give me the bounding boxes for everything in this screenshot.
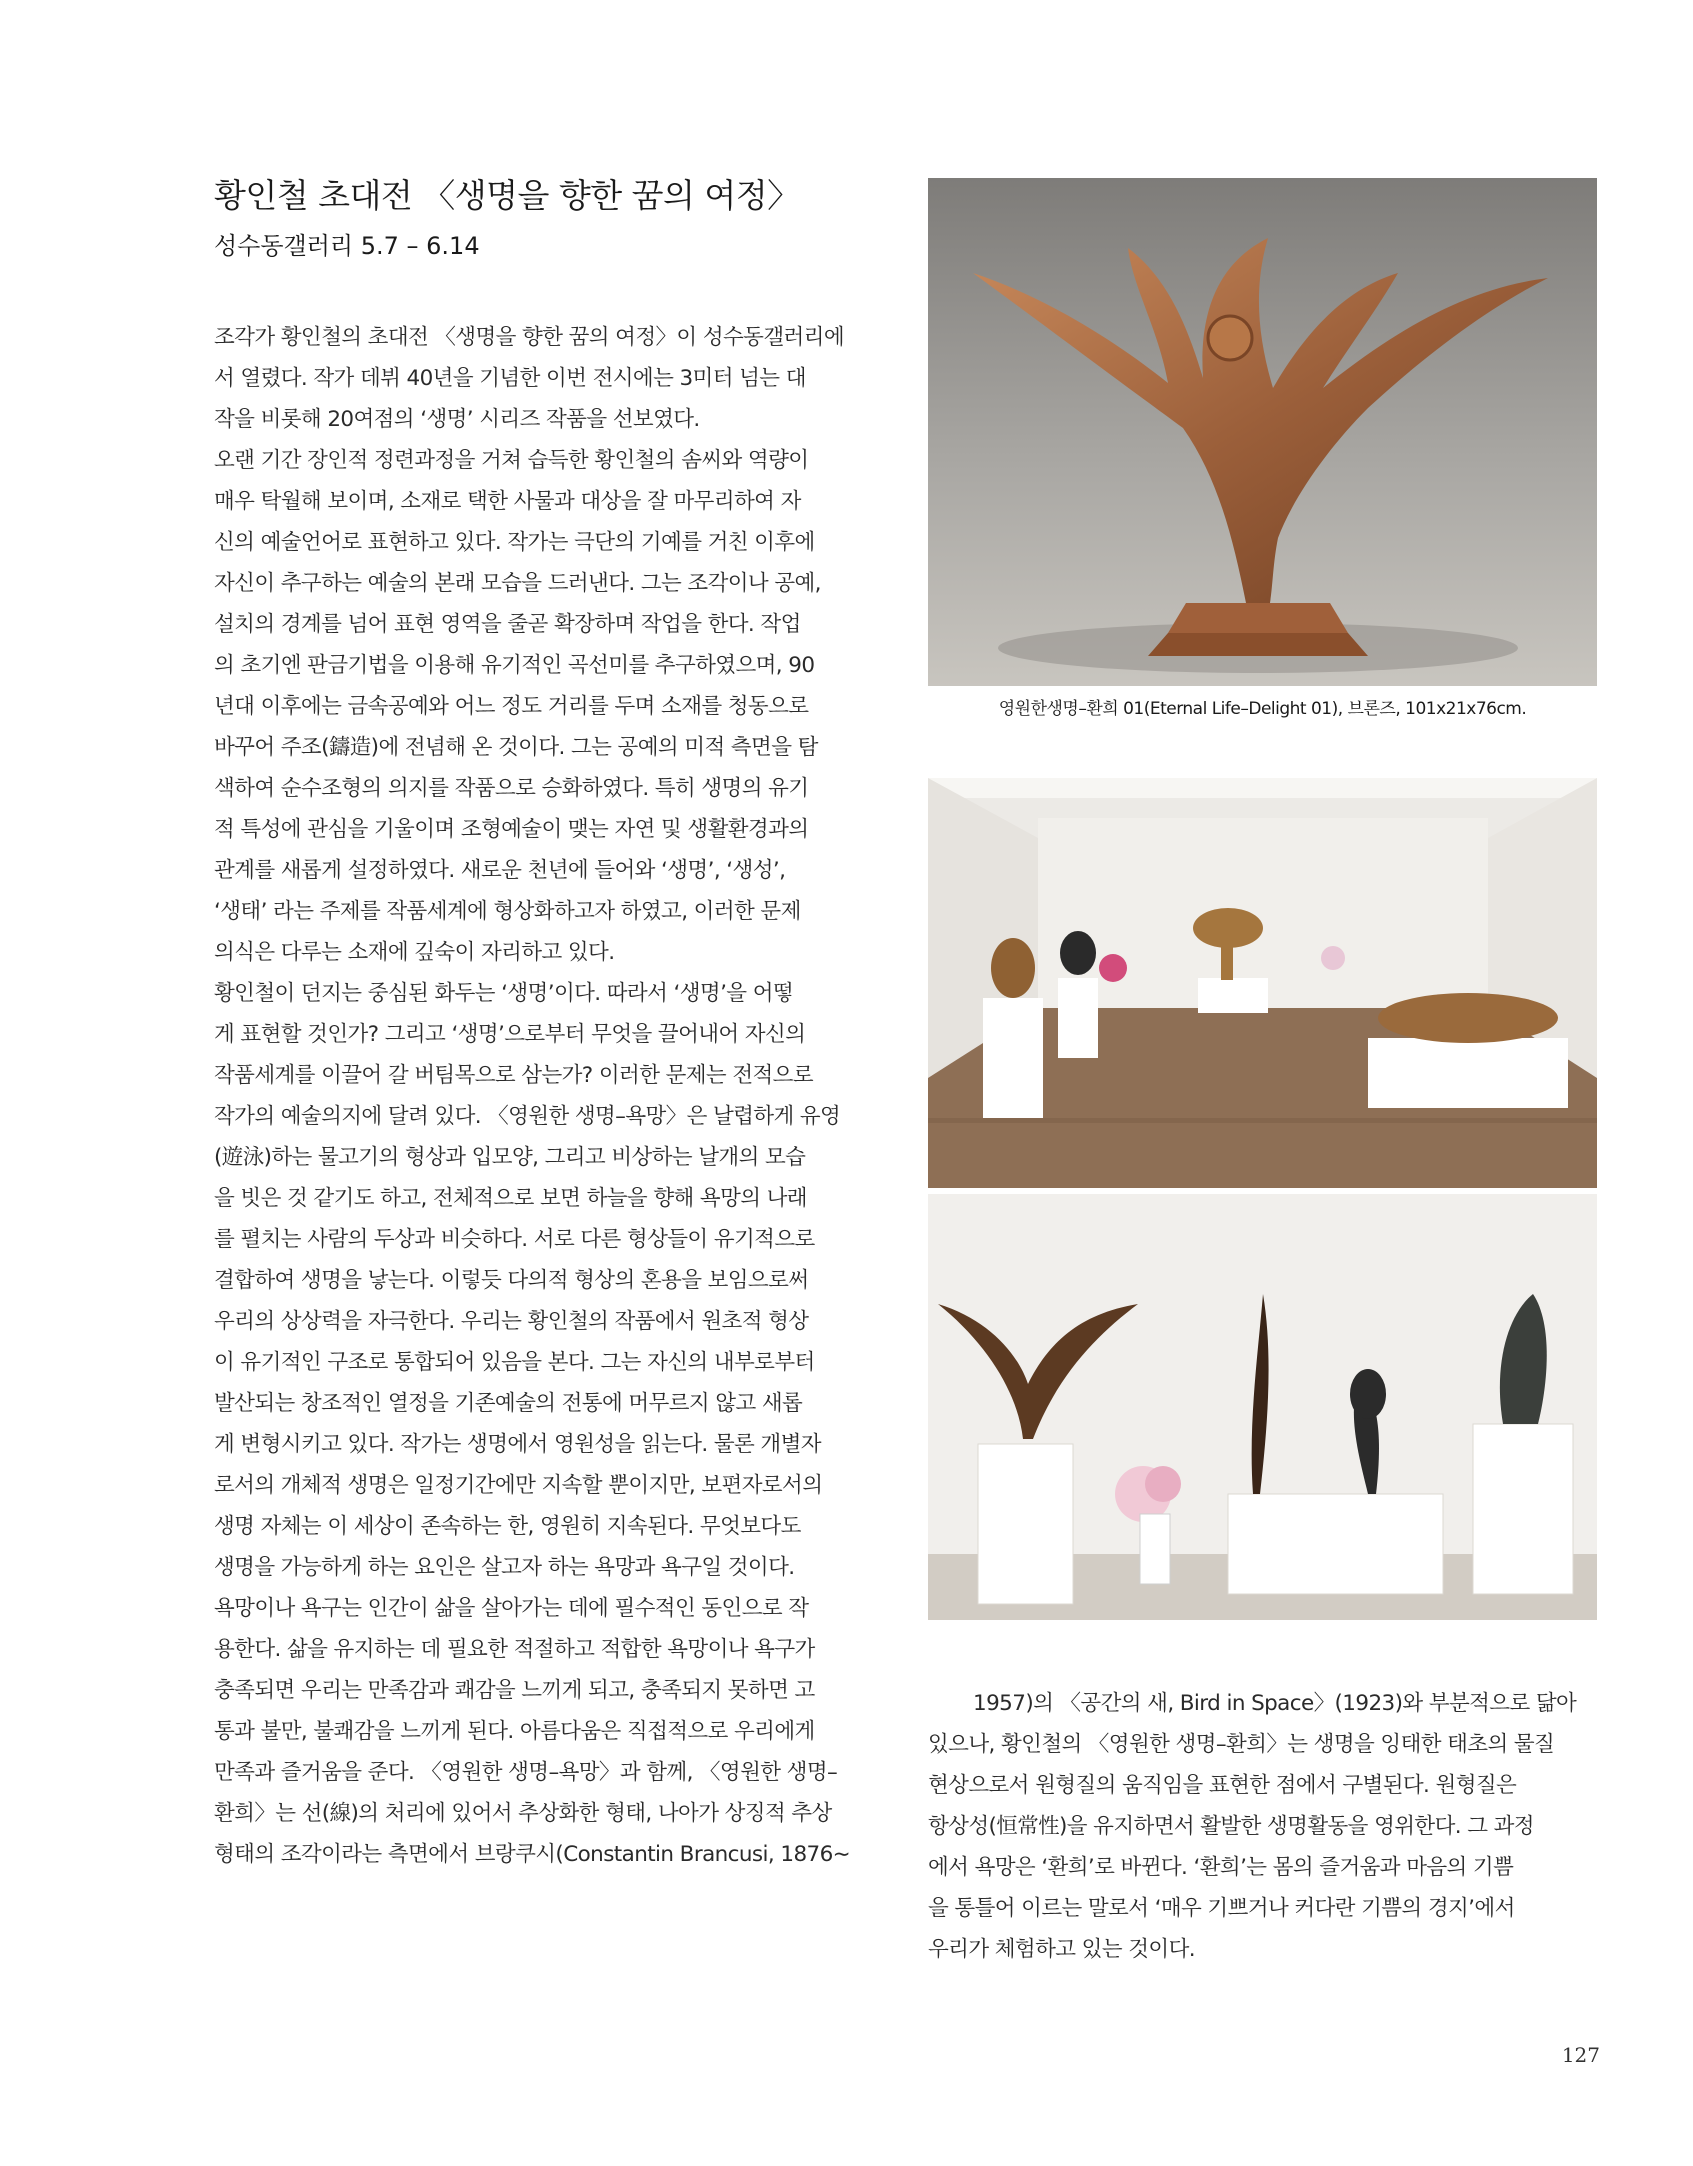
text-line: 조각가 황인철의 초대전 〈생명을 향한 꿈의 여정〉이 성수동갤러리에	[214, 325, 845, 350]
text-line: 항상성(恒常性)을 유지하면서 활발한 생명활동을 영위한다. 그 과정	[928, 1814, 1534, 1839]
text-line: 우리의 상상력을 자극한다. 우리는 황인철의 작품에서 원초적 형상	[214, 1309, 809, 1334]
gallery-interior-photo	[928, 778, 1597, 1188]
text-line: 만족과 즐거움을 준다. 〈영원한 생명–욕망〉과 함께, 〈영원한 생명–	[214, 1760, 838, 1785]
text-line: 형태의 조각이라는 측면에서 브랑쿠시(Constantin Brancusi, 1876∼	[214, 1842, 851, 1867]
text-line: 를 펼치는 사람의 두상과 비슷하다. 서로 다른 형상들이 유기적으로	[214, 1227, 815, 1252]
text-line: 게 변형시키고 있다. 작가는 생명에서 영원성을 읽는다. 물론 개별자	[214, 1432, 821, 1457]
text-line: 작품세계를 이끌어 갈 버팀목으로 삼는가? 이러한 문제는 전적으로	[214, 1063, 814, 1088]
text-line: 자신이 추구하는 예술의 본래 모습을 드러낸다. 그는 조각이나 공예,	[214, 571, 821, 596]
text-line: 환희〉는 선(線)의 처리에 있어서 추상화한 형태, 나아가 상징적 추상	[214, 1801, 832, 1826]
sculpture-illustration	[928, 178, 1597, 686]
text-line: (遊泳)하는 물고기의 형상과 입모양, 그리고 비상하는 날개의 모습	[214, 1145, 806, 1170]
text-line: 로서의 개체적 생명은 일정기간에만 지속할 뿐이지만, 보편자로서의	[214, 1473, 823, 1498]
text-line: 결합하여 생명을 낳는다. 이렇듯 다의적 형상의 혼용을 보임으로써	[214, 1268, 809, 1293]
venue-dates: 성수동갤러리 5.7 – 6.14	[214, 232, 480, 260]
text-line: 년대 이후에는 금속공예와 어느 정도 거리를 두며 소재를 청동으로	[214, 694, 809, 719]
text-line: 우리가 체험하고 있는 것이다.	[928, 1937, 1195, 1962]
text-line: 의 초기엔 판금기법을 이용해 유기적인 곡선미를 추구하였으며, 90	[214, 653, 815, 678]
text-line: 황인철이 던지는 중심된 화두는 ‘생명’이다. 따라서 ‘생명’을 어떻	[214, 981, 794, 1006]
gallery-illustration	[928, 778, 1597, 1188]
text-line: 관계를 새롭게 설정하였다. 새로운 천년에 들어와 ‘생명’, ‘생성’,	[214, 858, 786, 883]
text-line: 생명 자체는 이 세상이 존속하는 한, 영원히 지속된다. 무엇보다도	[214, 1514, 801, 1539]
text-line: 오랜 기간 장인적 정련과정을 거쳐 습득한 황인철의 솜씨와 역량이	[214, 448, 809, 473]
text-line: 욕망이나 욕구는 인간이 삶을 살아가는 데에 필수적인 동인으로 작	[214, 1596, 809, 1621]
text-line: 생명을 가능하게 하는 요인은 살고자 하는 욕망과 욕구일 것이다.	[214, 1555, 795, 1580]
text-line: 충족되면 우리는 만족감과 쾌감을 느끼게 되고, 충족되지 못하면 고	[214, 1678, 815, 1703]
text-line: 작을 비롯해 20여점의 ‘생명’ 시리즈 작품을 선보였다.	[214, 407, 700, 432]
text-line: 매우 탁월해 보이며, 소재로 택한 사물과 대상을 잘 마무리하여 자	[214, 489, 801, 514]
text-line: 설치의 경계를 넘어 표현 영역을 줄곧 확장하며 작업을 한다. 작업	[214, 612, 801, 637]
text-line: 있으나, 황인철의 〈영원한 생명–환희〉는 생명을 잉태한 태초의 물질	[928, 1732, 1555, 1757]
gallery-sculptures-photo	[928, 1194, 1597, 1620]
text-line: 작가의 예술의지에 달려 있다. 〈영원한 생명–욕망〉은 날렵하게 유영	[214, 1104, 841, 1129]
body-text-left-column	[214, 317, 884, 1875]
text-line: 게 표현할 것인가? 그리고 ‘생명’으로부터 무엇을 끌어내어 자신의	[214, 1022, 806, 1047]
plinths-illustration	[928, 1194, 1597, 1620]
text-line: 의식은 다루는 소재에 깊숙이 자리하고 있다.	[214, 940, 615, 965]
text-line: 적 특성에 관심을 기울이며 조형예술이 맺는 자연 및 생활환경과의	[214, 817, 809, 842]
text-line: 에서 욕망은 ‘환희’로 바뀐다. ‘환희’는 몸의 즐거움과 마음의 기쁨	[928, 1855, 1514, 1880]
text-line: 통과 불만, 불쾌감을 느끼게 된다. 아름다움은 직접적으로 우리에게	[214, 1719, 815, 1744]
sculpture-photo	[928, 178, 1597, 686]
text-line: 용한다. 삶을 유지하는 데 필요한 적절하고 적합한 욕망이나 욕구가	[214, 1637, 815, 1662]
text-line: 신의 예술언어로 표현하고 있다. 작가는 극단의 기예를 거친 이후에	[214, 530, 815, 555]
page-number: 127	[1561, 2043, 1600, 2067]
text-line: 이 유기적인 구조로 통합되어 있음을 본다. 그는 자신의 내부로부터	[214, 1350, 815, 1375]
text-line: 발산되는 창조적인 열정을 기존예술의 전통에 머무르지 않고 새롭	[214, 1391, 803, 1416]
article-title: 황인철 초대전 〈생명을 향한 꿈의 여정〉	[214, 176, 800, 215]
text-line: 을 통틀어 이르는 말로서 ‘매우 기쁘거나 커다란 기쁨의 경지’에서	[928, 1896, 1515, 1921]
text-line: 1957)의 〈공간의 새, Bird in Space〉(1923)와 부분적으로 닮아	[973, 1691, 1577, 1716]
text-line: ‘생태’ 라는 주제를 작품세계에 형상화하고자 하였고, 이러한 문제	[214, 899, 801, 924]
body-text-right-column	[928, 1683, 1596, 1970]
text-line: 현상으로서 원형질의 움직임을 표현한 점에서 구별된다. 원형질은	[928, 1773, 1517, 1798]
figure-caption: 영원한생명–환희 01(Eternal Life–Delight 01), 브론즈, 101x21x76cm.	[998, 699, 1527, 719]
text-line: 바꾸어 주조(鑄造)에 전념해 온 것이다. 그는 공예의 미적 측면을 탐	[214, 735, 818, 760]
text-line: 서 열렸다. 작가 데뷔 40년을 기념한 이번 전시에는 3미터 넘는 대	[214, 366, 806, 391]
text-line: 색하여 순수조형의 의지를 작품으로 승화하였다. 특히 생명의 유기	[214, 776, 809, 801]
text-line: 을 빗은 것 같기도 하고, 전체적으로 보면 하늘을 향해 욕망의 나래	[214, 1186, 807, 1211]
